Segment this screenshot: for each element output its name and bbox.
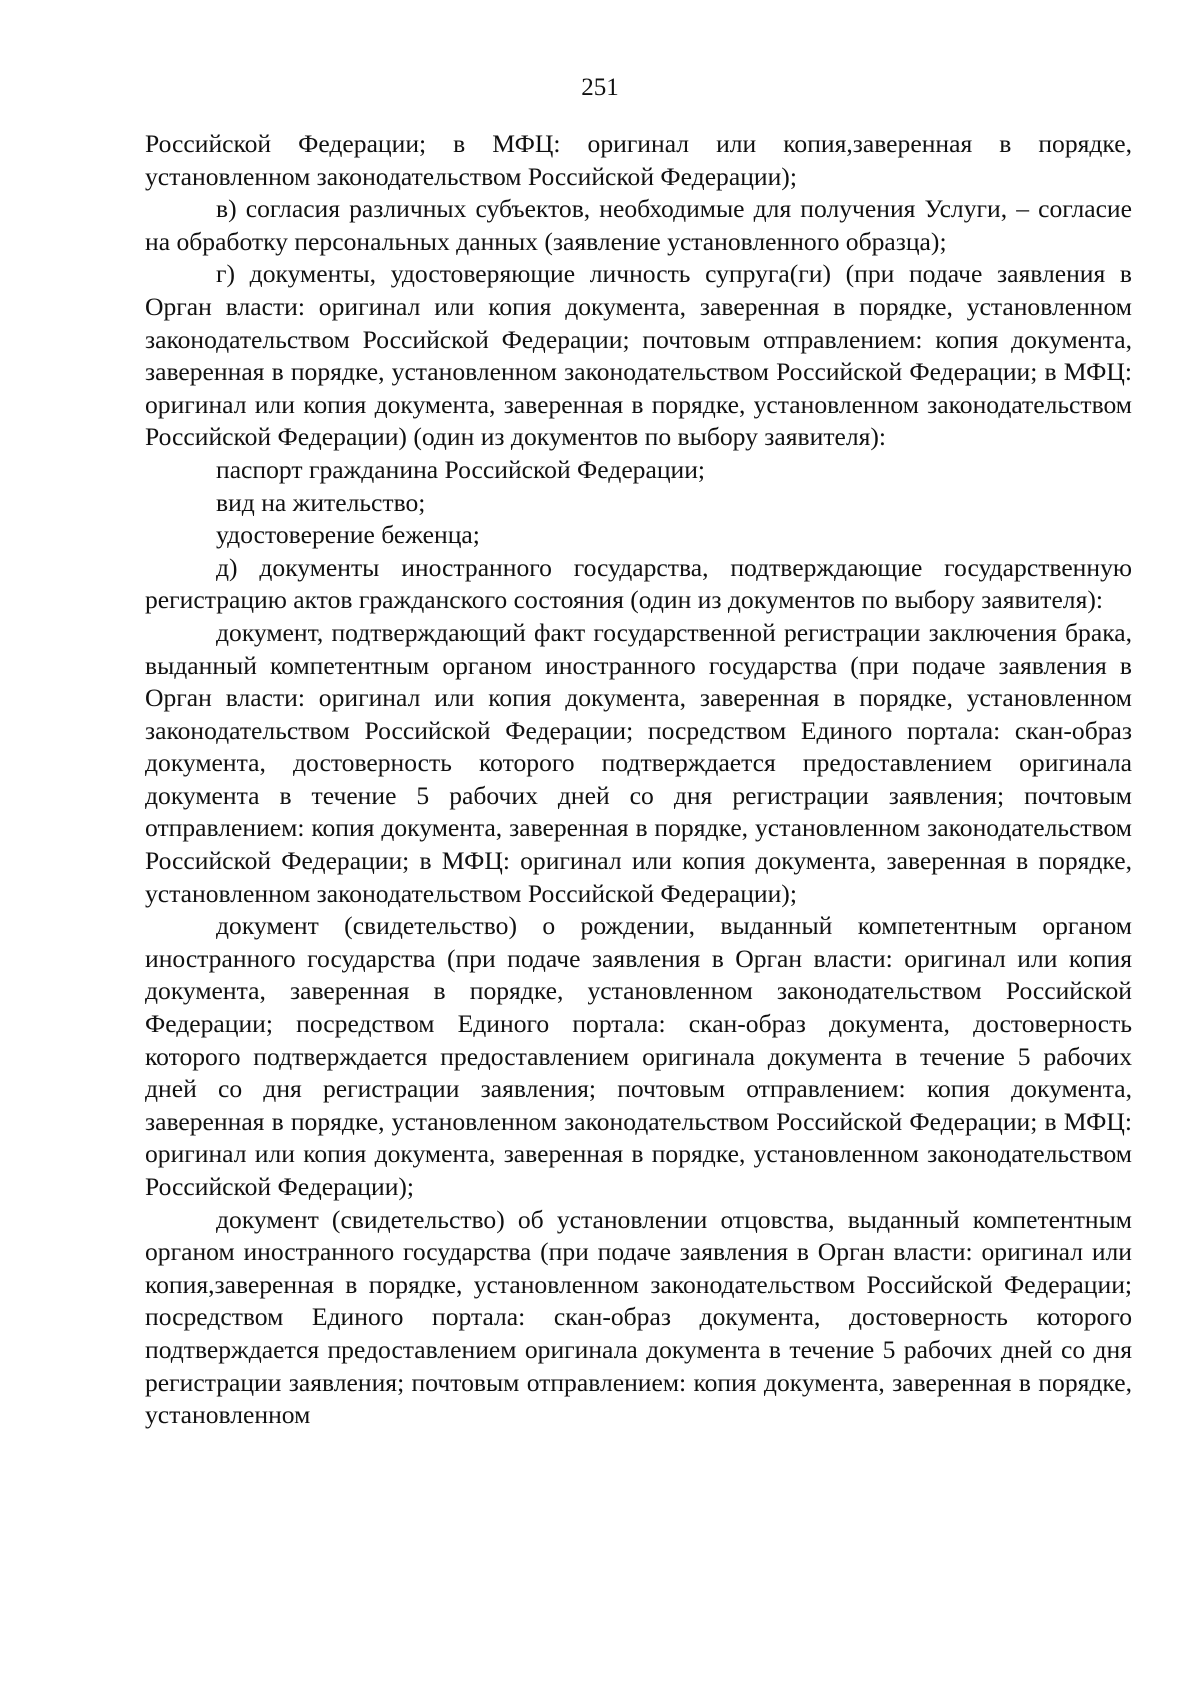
paragraph-item-g: г) документы, удостоверяющие личность супруга(ги) (при подаче заявления в Орган власти: оригинал или копия документа, заверенная в порядке, установленном законодательством Российской Федерации; почтовым отправлением: копия документа, заверенная в порядке, установленном законодательством Российской Федерации; в МФЦ: оригинал или копия документа, заверенная в порядке, установленном законодательством Российской Федерации) (один из документов по выбору заявителя): — [145, 259, 1132, 452]
list-item-residence-permit: вид на жительство; — [216, 487, 426, 517]
paragraph-item-v: в) согласия различных субъектов, необходимые для получения Услуги, – согласие на обработку персональных данных (заявление установленного образца); — [145, 194, 1132, 256]
document-body — [145, 128, 1132, 1432]
list-item-marriage-document: документ, подтверждающий факт государственной регистрации заключения брака, выданный компетентным органом иностранного государства (при подаче заявления в Орган власти: оригинал или копия документа, заверенная в порядке, установленном законодательством Российской Федерации; посредством Единого портала: скан-образ документа, достоверность которого подтверждается предоставлением оригинала документа в течение 5 рабочих дней со дня регистрации заявления; почтовым отправлением: копия документа, заверенная в порядке, установленном законодательством Российской Федерации; в МФЦ: оригинал или копия документа, заверенная в порядке, установленном законодательством Российской Федерации); — [145, 617, 1132, 908]
paragraph-continuation: Российской Федерации; в МФЦ: оригинал или копия,заверенная в порядке, установленном законодательством Российской Федерации); — [145, 129, 1132, 191]
list-item-passport: паспорт гражданина Российской Федерации; — [216, 454, 706, 484]
page-number: 251 — [581, 74, 619, 101]
list-item-refugee-certificate: удостоверение беженца; — [216, 520, 480, 550]
list-item-paternity-document: документ (свидетельство) об установлении отцовства, выданный компетентным органом иностранного государства (при подаче заявления в Орган власти: оригинал или копия,заверенная в порядке, установленном законодательством Российской Федерации; посредством Единого портала: скан-образ документа, достоверность которого подтверждается предоставлением оригинала документа в течение 5 рабочих дней со дня регистрации заявления; почтовым отправлением: копия документа, заверенная в порядке, установленном — [145, 1204, 1132, 1430]
paragraph-item-d: д) документы иностранного государства, подтверждающие государственную регистрацию актов гражданского состояния (один из документов по выбору заявителя): — [145, 552, 1132, 615]
list-item-birth-certificate: документ (свидетельство) о рождении, выданный компетентным органом иностранного государства (при подаче заявления в Орган власти: оригинал или копия документа, заверенная в порядке, установленном законодательством Российской Федерации; посредством Единого портала: скан-образ документа, достоверность которого подтверждается предоставлением оригинала документа в течение 5 рабочих дней со дня регистрации заявления; почтовым отправлением: копия документа, заверенная в порядке, установленном законодательством Российской Федерации; в МФЦ: оригинал или копия документа, заверенная в порядке, установленном законодательством Российской Федерации); — [145, 911, 1132, 1201]
